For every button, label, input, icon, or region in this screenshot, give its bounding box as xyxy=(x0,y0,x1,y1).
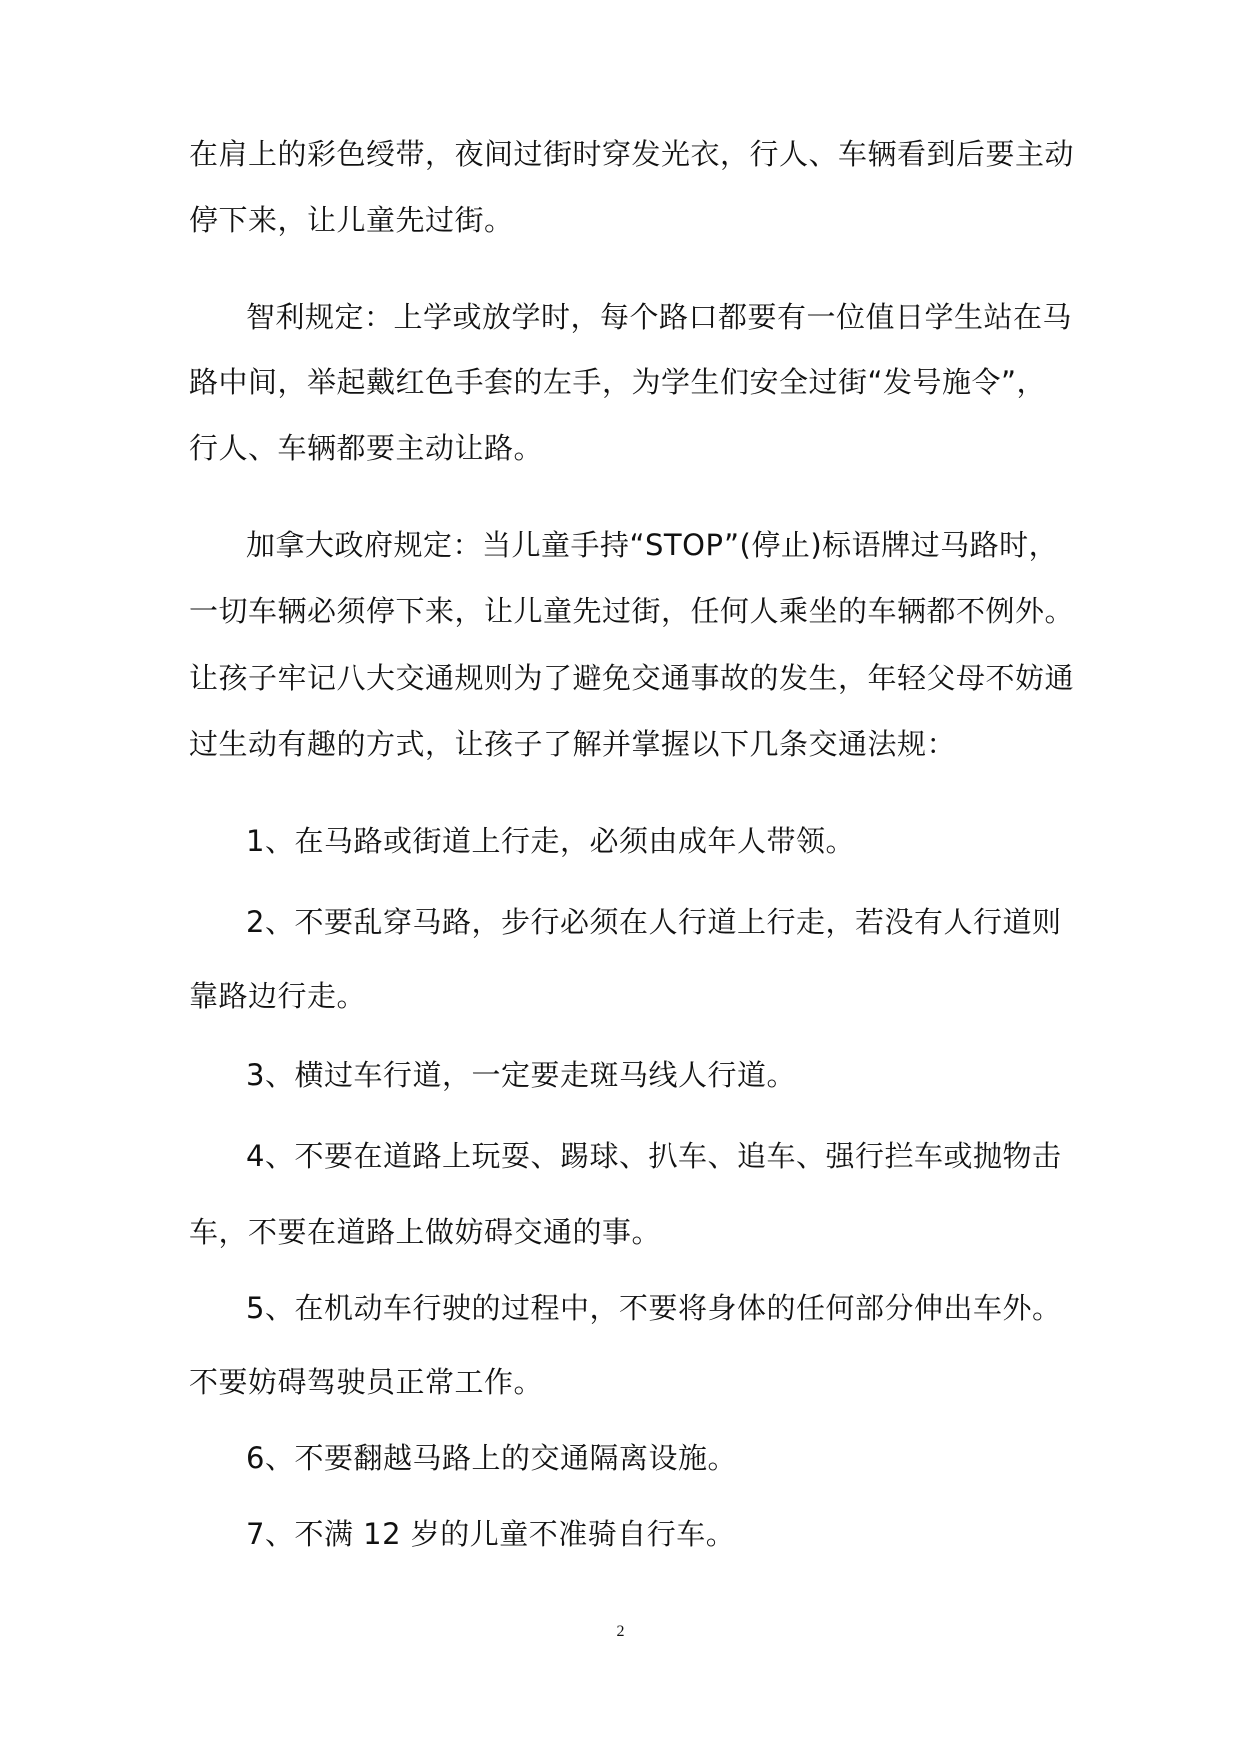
text-line: 路中间，举起戴红色手套的左手，为学生们安全过街“发号施令”， xyxy=(189,365,1047,399)
text-line: 停下来，让儿童先过街。 xyxy=(189,203,514,237)
text-line: 行人、车辆都要主动让路。 xyxy=(189,431,544,465)
list-item: 2、不要乱穿马路，步行必须在人行道上行走，若没有人行道则 xyxy=(246,905,1062,939)
text-line: 一切车辆必须停下来，让儿童先过街，任何人乘坐的车辆都不例外。 xyxy=(189,594,1075,628)
text-line: 在肩上的彩色绶带，夜间过街时穿发光衣，行人、车辆看到后要主动 xyxy=(189,137,1075,171)
list-item: 3、横过车行道，一定要走斑马线人行道。 xyxy=(246,1058,796,1092)
text-line: 车，不要在道路上做妨碍交通的事。 xyxy=(189,1215,662,1249)
list-item: 6、不要翻越马路上的交通隔离设施。 xyxy=(246,1441,737,1475)
text-line: 加拿大政府规定：当儿童手持“STOP”(停止)标语牌过马路时， xyxy=(246,528,1059,562)
list-item: 5、在机动车行驶的过程中，不要将身体的任何部分伸出车外。 xyxy=(246,1291,1062,1325)
text-line: 不要妨碍驾驶员正常工作。 xyxy=(189,1365,544,1399)
list-item: 4、不要在道路上玩耍、踢球、扒车、追车、强行拦车或抛物击 xyxy=(246,1139,1062,1173)
text-line: 让孩子牢记八大交通规则为了避免交通事故的发生，年轻父母不妨通 xyxy=(189,661,1075,695)
page-number: 2 xyxy=(616,1623,625,1640)
text-line: 过生动有趣的方式，让孩子了解并掌握以下几条交通法规： xyxy=(189,727,957,761)
list-item: 1、在马路或街道上行走，必须由成年人带领。 xyxy=(246,824,855,858)
list-item: 7、不满 12 岁的儿童不准骑自行车。 xyxy=(246,1517,736,1551)
text-line: 智利规定：上学或放学时，每个路口都要有一位值日学生站在马 xyxy=(246,300,1073,334)
text-line: 靠路边行走。 xyxy=(189,979,367,1013)
